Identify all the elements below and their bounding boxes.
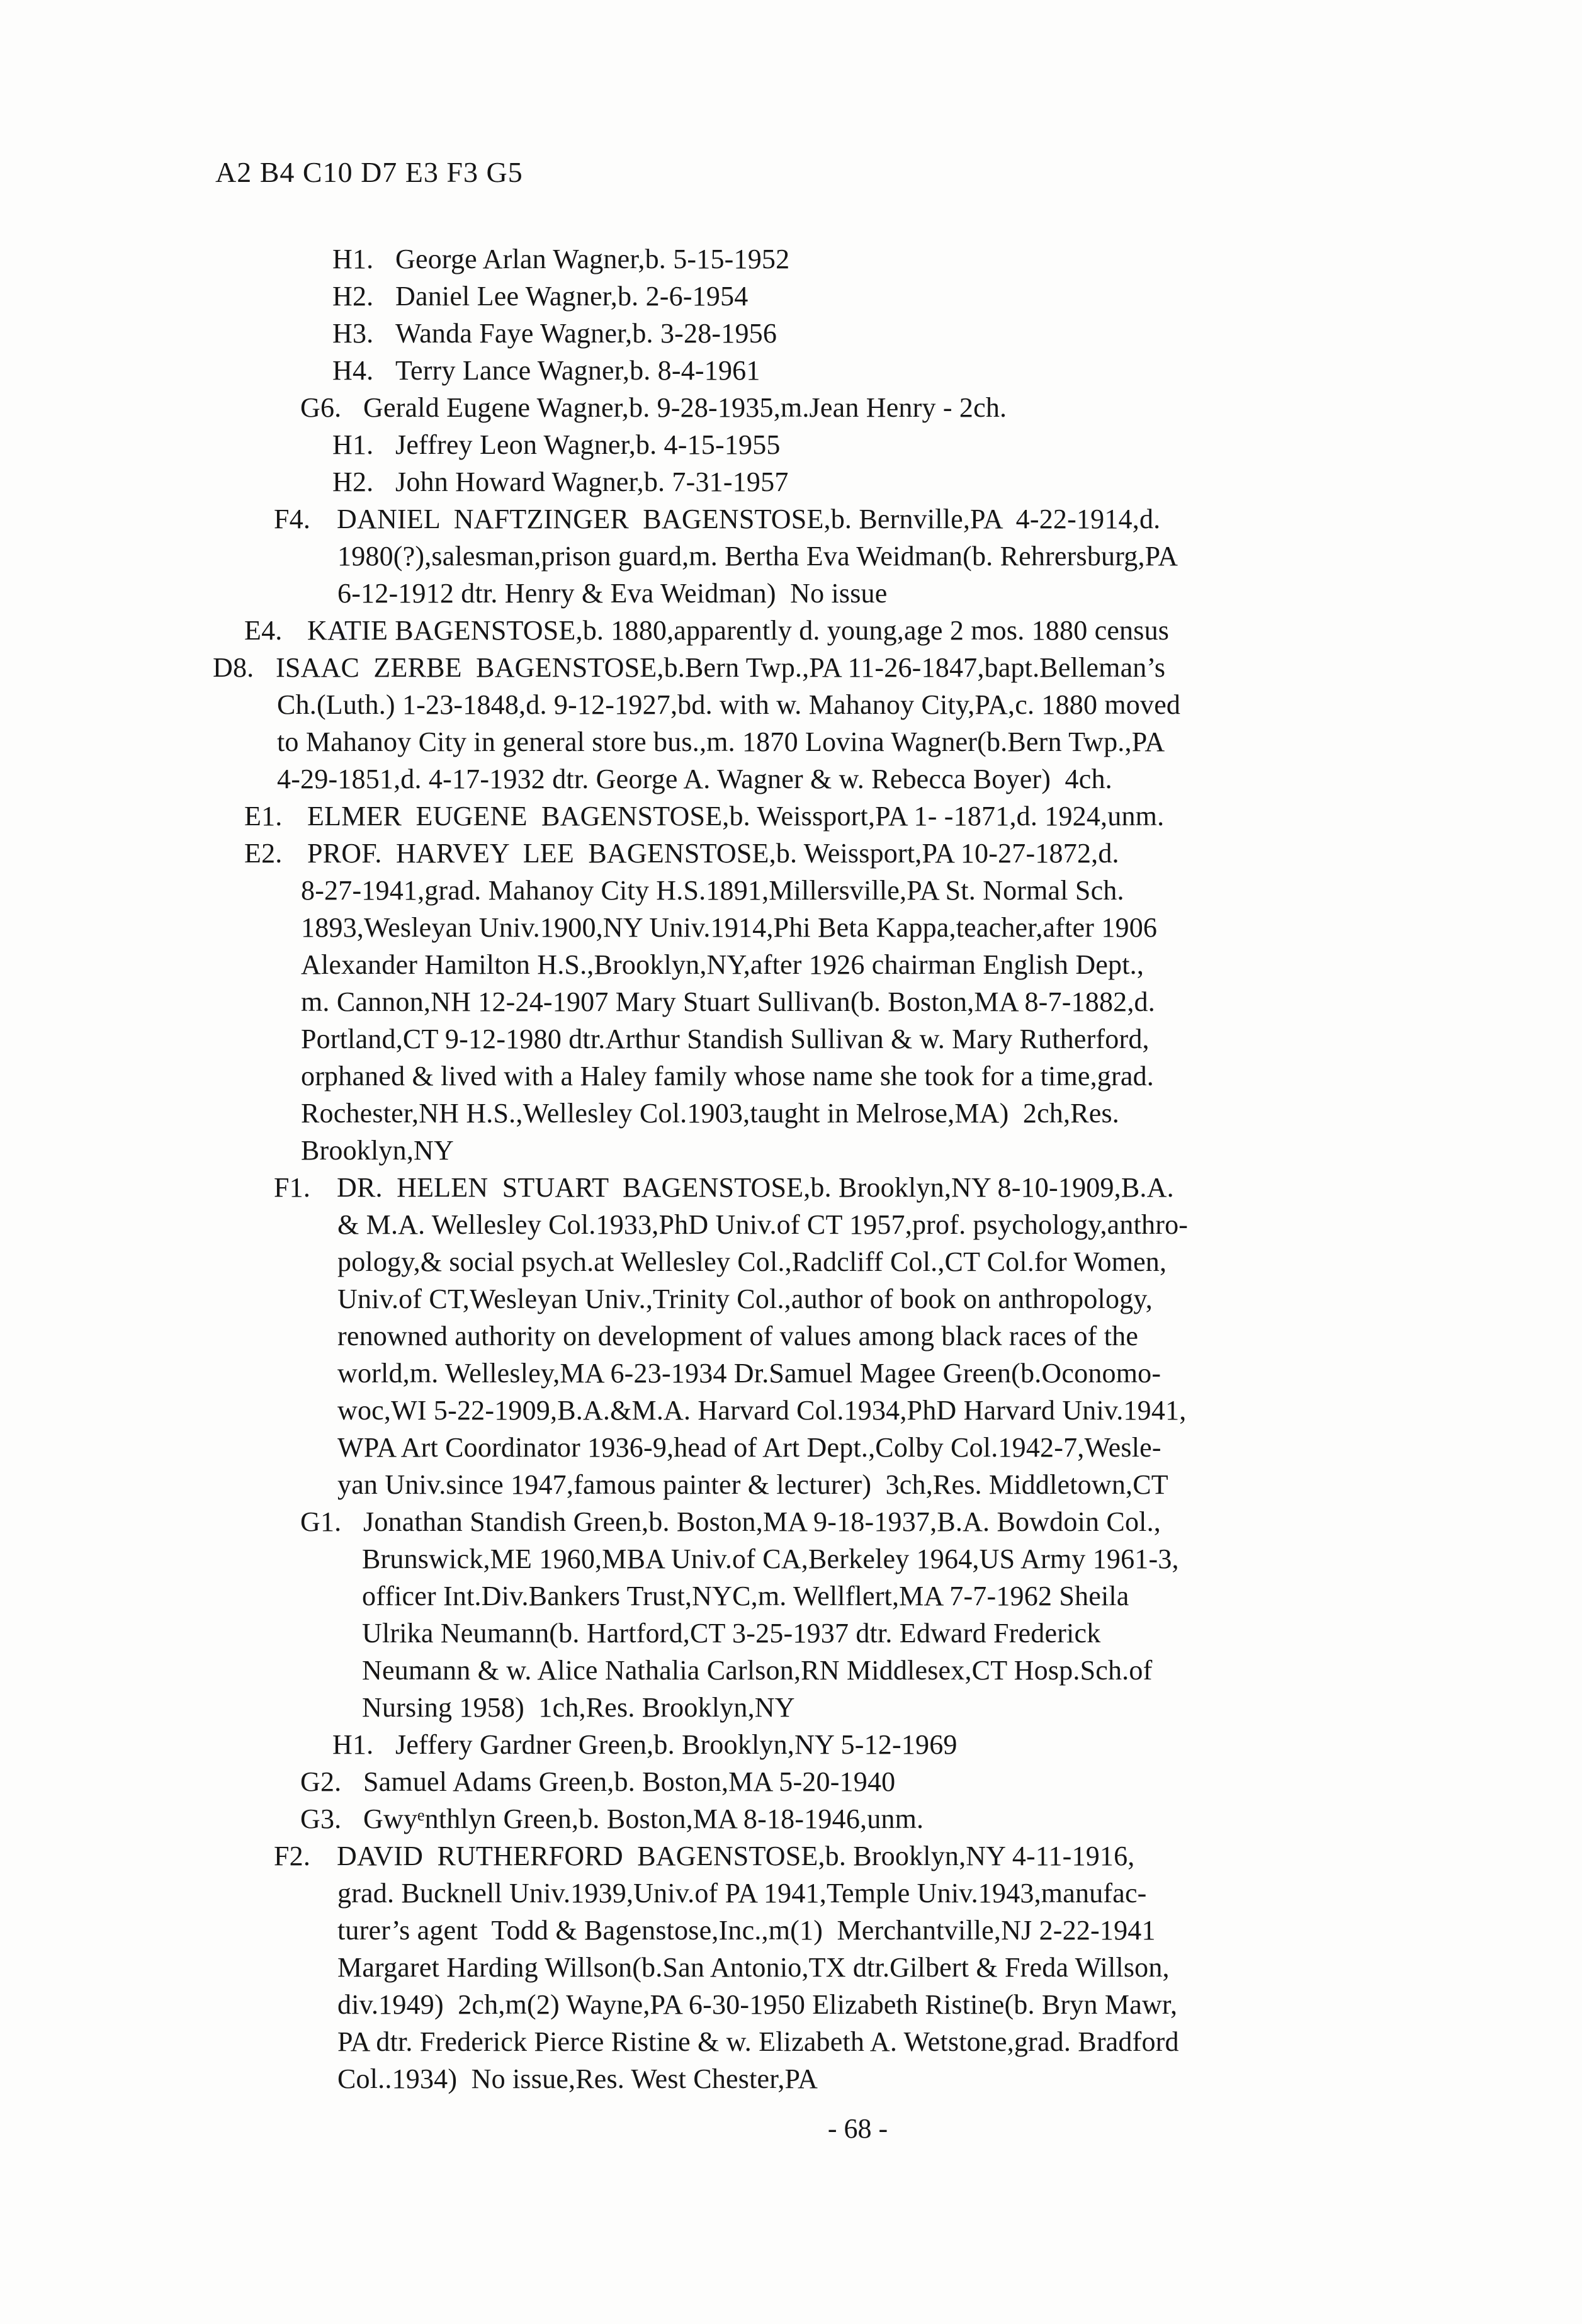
- entry-text: KATIE BAGENSTOSE,b. 1880,apparently d. young,age 2 mos. 1880 census: [307, 615, 1170, 646]
- genealogy-entry: [0, 463, 1582, 500]
- entry-text: Jonathan Standish Green,b. Boston,MA 9-18-1937,B.A. Bowdoin Col.,: [363, 1506, 1161, 1537]
- entry-line: [0, 1726, 1582, 1763]
- entry-text: DANIEL NAFTZINGER BAGENSTOSE,b. Bernville,PA 4-22-1914,d.: [337, 504, 1161, 534]
- entry-line: [0, 649, 1582, 686]
- entry-line: renowned authority on development of values among black races of the: [337, 1321, 1139, 1351]
- entry-line: [0, 426, 1582, 463]
- genealogy-entry: [0, 1726, 1582, 1763]
- entry-line: [0, 1169, 1582, 1206]
- entry-line: [0, 1800, 1582, 1837]
- entry-line: turer’s agent Todd & Bagenstose,Inc.,m(1) Merchantville,NJ 2-22-1941: [337, 1915, 1156, 1946]
- entry-line: 1893,Wesleyan Univ.1900,NY Univ.1914,Phi Beta Kappa,teacher,after 1906: [301, 912, 1158, 943]
- entry-text: PROF. HARVEY LEE BAGENSTOSE,b. Weissport,PA 10-27-1872,d.: [307, 838, 1119, 869]
- entry-line: [0, 463, 1582, 500]
- entry-text: ISAAC ZERBE BAGENSTOSE,b.Bern Twp.,PA 11-26-1847,bapt.Belleman’s: [276, 652, 1166, 683]
- genealogy-entry: [0, 835, 1582, 1169]
- entry-line: Univ.of CT,Wesleyan Univ.,Trinity Col.,author of book on anthropology,: [337, 1283, 1153, 1314]
- entry-line: grad. Bucknell Univ.1939,Univ.of PA 1941,Temple Univ.1943,manufac-: [337, 1878, 1147, 1909]
- entry-line: world,m. Wellesley,MA 6-23-1934 Dr.Samuel Magee Green(b.Oconomo-: [337, 1358, 1161, 1389]
- entry-line: m. Cannon,NH 12-24-1907 Mary Stuart Sullivan(b. Boston,MA 8-7-1882,d.: [301, 986, 1155, 1017]
- entry-line: yan Univ.since 1947,famous painter & lecturer) 3ch,Res. Middletown,CT: [337, 1469, 1168, 1500]
- entry-line: orphaned & lived with a Haley family whose name she took for a time,grad.: [301, 1061, 1154, 1091]
- genealogy-entry: [0, 315, 1582, 352]
- entry-line: & M.A. Wellesley Col.1933,PhD Univ.of CT 1957,prof. psychology,anthro-: [337, 1209, 1189, 1240]
- entry-label: H2.: [332, 281, 374, 312]
- entry-line: [0, 612, 1582, 649]
- entry-label: E4.: [244, 615, 283, 646]
- genealogy-entry: [0, 612, 1582, 649]
- entry-text: Terry Lance Wagner,b. 8-4-1961: [395, 355, 760, 386]
- entry-text: George Arlan Wagner,b. 5-15-1952: [395, 244, 790, 274]
- entry-line: [0, 389, 1582, 426]
- entry-line: [0, 835, 1582, 872]
- entry-label: H4.: [332, 355, 374, 386]
- genealogy-entry: [0, 649, 1582, 798]
- genealogy-entry: [0, 500, 1582, 612]
- entry-label: D8.: [213, 652, 254, 683]
- genealogy-entry: [0, 389, 1582, 426]
- entry-line: div.1949) 2ch,m(2) Wayne,PA 6-30-1950 Elizabeth Ristine(b. Bryn Mawr,: [337, 1989, 1178, 2020]
- entry-label: H1.: [332, 429, 374, 460]
- entry-text: Daniel Lee Wagner,b. 2-6-1954: [395, 281, 749, 312]
- entry-line: Brooklyn,NY: [301, 1135, 454, 1166]
- entry-label: H1.: [332, 244, 374, 274]
- genealogy-entry: [0, 240, 1582, 278]
- page-number: - 68 -: [827, 2113, 888, 2144]
- entry-line: Ulrika Neumann(b. Hartford,CT 3-25-1937 dtr. Edward Frederick: [362, 1618, 1101, 1649]
- entry-line: Nursing 1958) 1ch,Res. Brooklyn,NY: [362, 1692, 795, 1723]
- entry-line: [0, 240, 1582, 278]
- entry-text: Gerald Eugene Wagner,b. 9-28-1935,m.Jean Henry - 2ch.: [363, 392, 1007, 423]
- genealogy-entry: [0, 1800, 1582, 1837]
- entry-line: [0, 1503, 1582, 1540]
- entry-line: [0, 500, 1582, 538]
- entry-text: Jeffery Gardner Green,b. Brooklyn,NY 5-12-1969: [395, 1729, 958, 1760]
- entry-line: Alexander Hamilton H.S.,Brooklyn,NY,after 1926 chairman English Dept.,: [301, 949, 1144, 980]
- entry-line: [0, 315, 1582, 352]
- genealogy-entry: [0, 798, 1582, 835]
- entry-line: pology,& social psych.at Wellesley Col.,Radcliff Col.,CT Col.for Women,: [337, 1246, 1167, 1277]
- entry-label: G1.: [300, 1506, 342, 1537]
- entry-label: G2.: [300, 1766, 342, 1797]
- genealogy-entry: [0, 426, 1582, 463]
- entry-label: E1.: [244, 801, 283, 832]
- entry-line: 6-12-1912 dtr. Henry & Eva Weidman) No issue: [337, 578, 888, 609]
- entry-label: G3.: [300, 1803, 342, 1834]
- entry-label: F1.: [274, 1172, 311, 1203]
- genealogy-entry: [0, 1169, 1582, 1503]
- entry-line: woc,WI 5-22-1909,B.A.&M.A. Harvard Col.1934,PhD Harvard Univ.1941,: [337, 1395, 1187, 1426]
- entry-text: DAVID RUTHERFORD BAGENSTOSE,b. Brooklyn,NY 4-11-1916,: [337, 1841, 1135, 1871]
- entry-line: 4-29-1851,d. 4-17-1932 dtr. George A. Wagner & w. Rebecca Boyer) 4ch.: [277, 764, 1112, 794]
- genealogy-entry: [0, 1837, 1582, 2097]
- entry-text: ELMER EUGENE BAGENSTOSE,b. Weissport,PA 1- -1871,d. 1924,unm.: [307, 801, 1165, 832]
- entry-line: [0, 278, 1582, 315]
- entry-label: F4.: [274, 504, 311, 534]
- genealogy-text-block: [0, 240, 1582, 2097]
- entry-text: Gwyᵉnthlyn Green,b. Boston,MA 8-18-1946,unm.: [363, 1803, 924, 1834]
- entry-line: [0, 1763, 1582, 1800]
- genealogy-entry: [0, 352, 1582, 389]
- entry-line: [0, 798, 1582, 835]
- entry-line: Col..1934) No issue,Res. West Chester,PA: [337, 2063, 818, 2094]
- entry-text: Wanda Faye Wagner,b. 3-28-1956: [395, 318, 777, 349]
- entry-label: F2.: [274, 1841, 311, 1871]
- entry-text: Samuel Adams Green,b. Boston,MA 5-20-1940: [363, 1766, 896, 1797]
- generation-code-header: A2 B4 C10 D7 E3 F3 G5: [215, 156, 523, 188]
- genealogy-entry: [0, 278, 1582, 315]
- entry-line: [0, 1837, 1582, 1875]
- entry-text: John Howard Wagner,b. 7-31-1957: [395, 466, 789, 497]
- entry-line: Margaret Harding Willson(b.San Antonio,TX dtr.Gilbert & Freda Willson,: [337, 1952, 1170, 1983]
- entry-line: Brunswick,ME 1960,MBA Univ.of CA,Berkeley 1964,US Army 1961-3,: [362, 1543, 1179, 1574]
- entry-label: H2.: [332, 466, 374, 497]
- entry-line: Portland,CT 9-12-1980 dtr.Arthur Standish Sullivan & w. Mary Rutherford,: [301, 1024, 1150, 1054]
- genealogy-entry: [0, 1503, 1582, 1726]
- entry-label: H1.: [332, 1729, 374, 1760]
- entry-line: WPA Art Coordinator 1936-9,head of Art Dept.,Colby Col.1942-7,Wesle-: [337, 1432, 1161, 1463]
- entry-line: 8-27-1941,grad. Mahanoy City H.S.1891,Millersville,PA St. Normal Sch.: [301, 875, 1124, 906]
- entry-label: E2.: [244, 838, 283, 869]
- entry-line: 1980(?),salesman,prison guard,m. Bertha Eva Weidman(b. Rehrersburg,PA: [337, 541, 1178, 572]
- entry-text: Jeffrey Leon Wagner,b. 4-15-1955: [395, 429, 781, 460]
- entry-line: to Mahanoy City in general store bus.,m. 1870 Lovina Wagner(b.Bern Twp.,PA: [277, 726, 1165, 757]
- entry-label: G6.: [300, 392, 342, 423]
- entry-line: Rochester,NH H.S.,Wellesley Col.1903,taught in Melrose,MA) 2ch,Res.: [301, 1098, 1119, 1129]
- entry-line: Neumann & w. Alice Nathalia Carlson,RN Middlesex,CT Hosp.Sch.of: [362, 1655, 1153, 1686]
- entry-line: PA dtr. Frederick Pierce Ristine & w. Elizabeth A. Wetstone,grad. Bradford: [337, 2026, 1179, 2057]
- entry-text: DR. HELEN STUART BAGENSTOSE,b. Brooklyn,NY 8-10-1909,B.A.: [337, 1172, 1174, 1203]
- genealogy-entry: [0, 1763, 1582, 1800]
- entry-line: Ch.(Luth.) 1-23-1848,d. 9-12-1927,bd. with w. Mahanoy City,PA,c. 1880 moved: [277, 689, 1181, 720]
- entry-label: H3.: [332, 318, 374, 349]
- entry-line: officer Int.Div.Bankers Trust,NYC,m. Wellflert,MA 7-7-1962 Sheila: [362, 1581, 1129, 1611]
- entry-line: [0, 352, 1582, 389]
